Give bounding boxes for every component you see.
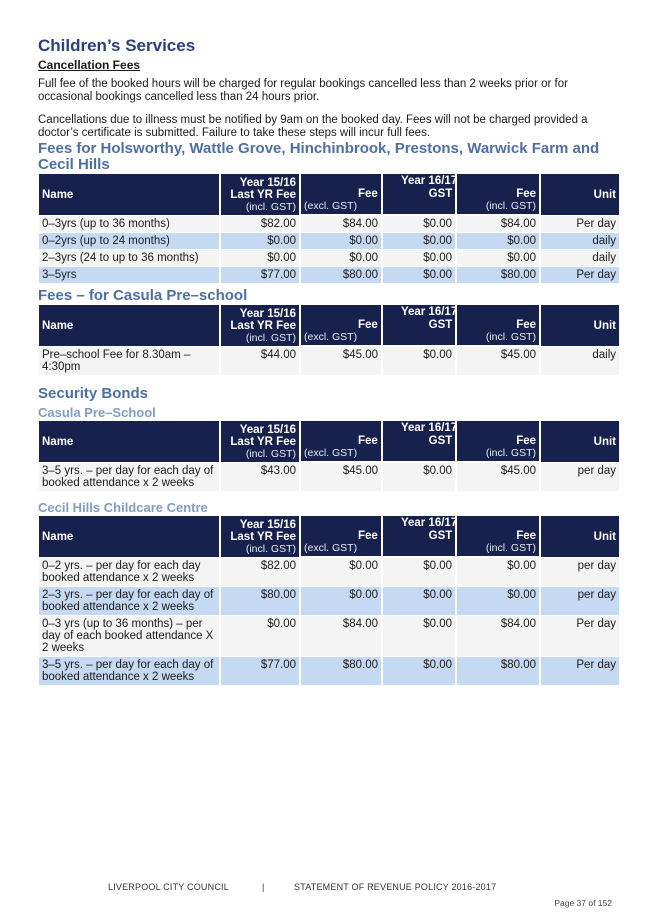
hdr-last-yr-fee: Last YR Fee bbox=[230, 188, 296, 201]
cell-fee-incl: $84.00 bbox=[457, 616, 539, 656]
document-page bbox=[38, 36, 617, 686]
col-header-year-1617 bbox=[301, 516, 539, 556]
hdr-fee: Fee bbox=[358, 319, 378, 331]
cell-gst: $0.00 bbox=[383, 587, 455, 615]
cell-gst: $0.00 bbox=[383, 250, 455, 266]
cell-fee-incl: $80.00 bbox=[457, 657, 539, 685]
subsection-cecil-hills-title: Cecil Hills Childcare Centre bbox=[38, 500, 208, 515]
col-header-last-yr bbox=[221, 516, 299, 557]
hdr-last-yr-fee: Last YR Fee bbox=[230, 319, 296, 332]
col-header-year-1617 bbox=[301, 305, 539, 345]
hdr-fee: Fee bbox=[358, 530, 378, 542]
hdr-gst: GST bbox=[428, 188, 453, 200]
cell-fee-incl: $0.00 bbox=[457, 250, 539, 266]
paragraph-2: Cancellations due to illness must be notified by 9am on the booked day. Fees will not be charged provided a doctor’s certificate is submitted. Failure to take these steps will incur full fees. bbox=[38, 114, 588, 139]
hdr-excl-gst: (excl. GST) bbox=[304, 331, 358, 343]
hdr-year-1617: Year 16/17 bbox=[400, 517, 458, 529]
hdr-fee-2: Fee bbox=[516, 319, 537, 331]
hdr-gst-cell bbox=[383, 305, 458, 345]
hdr-fee-2: Fee bbox=[516, 435, 537, 447]
col-header-last-yr bbox=[221, 174, 299, 215]
cell-fee: $0.00 bbox=[301, 558, 381, 586]
cell-unit: Per day bbox=[541, 657, 619, 685]
col-header-last-yr bbox=[221, 305, 299, 346]
cell-name: 2–3 yrs. – per day for each day of booked attendance x 2 weeks bbox=[39, 587, 219, 615]
cell-fee-incl: $0.00 bbox=[457, 587, 539, 615]
cell-fee: $84.00 bbox=[301, 616, 381, 656]
col-header-year-1617 bbox=[301, 174, 539, 214]
hdr-fee-2: Fee bbox=[516, 530, 537, 542]
cell-name: Pre–school Fee for 8.30am – 4:30pm bbox=[39, 347, 219, 375]
cell-fee: $80.00 bbox=[301, 267, 381, 283]
cell-name: 0–2 yrs. – per day for each day booked attendance x 2 weeks bbox=[39, 558, 219, 586]
hdr-gst-cell bbox=[383, 516, 458, 556]
hdr-year-1617: Year 16/17 bbox=[400, 175, 458, 187]
hdr-incl-gst-2: (incl. GST) bbox=[485, 200, 537, 212]
hdr-fee: Fee bbox=[358, 435, 378, 447]
hdr-incl-gst: (incl. GST) bbox=[245, 331, 296, 344]
subheading: Cancellation Fees bbox=[38, 58, 141, 72]
page-title: Children’s Services bbox=[38, 36, 196, 55]
cell-name: 0–3 yrs (up to 36 months) – per day of each booked attendance X 2 weeks bbox=[39, 616, 219, 656]
col-header-unit: Unit bbox=[541, 174, 619, 215]
table-row bbox=[39, 616, 619, 656]
subsection-casula-title: Casula Pre–School bbox=[38, 405, 156, 420]
footer-org: LIVERPOOL CITY COUNCIL bbox=[108, 882, 229, 892]
cell-unit: daily bbox=[541, 250, 619, 266]
table-row bbox=[39, 347, 619, 375]
col-header-name: Name bbox=[39, 516, 219, 557]
cell-gst: $0.00 bbox=[383, 233, 455, 249]
footer-doc-title: STATEMENT OF REVENUE POLICY 2016-2017 bbox=[294, 882, 497, 892]
col-header-year-1617 bbox=[301, 421, 539, 461]
cell-last-yr-fee: $0.00 bbox=[221, 616, 299, 656]
section-1-title: Fees for Holsworthy, Wattle Grove, Hinchinbrook, Prestons, Warwick Farm and Cecil Hills bbox=[38, 140, 600, 173]
hdr-year-1516: Year 15/16 bbox=[239, 307, 296, 320]
cell-gst: $0.00 bbox=[383, 216, 455, 232]
col-header-unit: Unit bbox=[541, 516, 619, 557]
table-row bbox=[39, 250, 619, 266]
cell-gst: $0.00 bbox=[383, 267, 455, 283]
hdr-incl-gst-2: (incl. GST) bbox=[485, 542, 537, 554]
cell-gst: $0.00 bbox=[383, 347, 455, 375]
cell-last-yr-fee: $0.00 bbox=[221, 233, 299, 249]
cell-gst: $0.00 bbox=[383, 558, 455, 586]
cell-name: 0–2yrs (up to 24 months) bbox=[39, 233, 219, 249]
cell-last-yr-fee: $80.00 bbox=[221, 587, 299, 615]
cell-name: 2–3yrs (24 to up to 36 months) bbox=[39, 250, 219, 266]
cell-last-yr-fee: $82.00 bbox=[221, 216, 299, 232]
table-row bbox=[39, 558, 619, 586]
hdr-last-yr-fee: Last YR Fee bbox=[230, 530, 296, 543]
cell-fee: $0.00 bbox=[301, 250, 381, 266]
cell-last-yr-fee: $43.00 bbox=[221, 463, 299, 491]
hdr-year-1516: Year 15/16 bbox=[239, 176, 296, 189]
table-row bbox=[39, 216, 619, 232]
hdr-last-yr-fee: Last YR Fee bbox=[230, 435, 296, 448]
cell-last-yr-fee: $44.00 bbox=[221, 347, 299, 375]
table-row bbox=[39, 463, 619, 491]
hdr-incl-gst-2: (incl. GST) bbox=[485, 331, 537, 343]
hdr-year-1617: Year 16/17 bbox=[400, 306, 458, 318]
cell-unit: Per day bbox=[541, 216, 619, 232]
section-3-title: Security Bonds bbox=[38, 385, 149, 402]
col-header-name: Name bbox=[39, 421, 219, 462]
table-cecil-hills-bond bbox=[38, 515, 617, 686]
hdr-excl-gst: (excl. GST) bbox=[304, 200, 358, 212]
cell-name: 0–3yrs (up to 36 months) bbox=[39, 216, 219, 232]
hdr-incl-gst: (incl. GST) bbox=[245, 447, 296, 460]
table-section-2 bbox=[38, 304, 617, 376]
col-header-name: Name bbox=[39, 305, 219, 346]
cell-last-yr-fee: $0.00 bbox=[221, 250, 299, 266]
hdr-year-1516: Year 15/16 bbox=[239, 423, 296, 436]
hdr-excl-gst: (excl. GST) bbox=[304, 542, 358, 554]
cell-unit: Per day bbox=[541, 616, 619, 656]
col-header-unit: Unit bbox=[541, 421, 619, 462]
table-section-1 bbox=[38, 173, 617, 284]
hdr-fee-2: Fee bbox=[516, 188, 537, 200]
table-row bbox=[39, 267, 619, 283]
hdr-year-1617: Year 16/17 bbox=[400, 422, 458, 434]
cell-fee: $80.00 bbox=[301, 657, 381, 685]
cell-gst: $0.00 bbox=[383, 616, 455, 656]
cell-fee: $0.00 bbox=[301, 233, 381, 249]
cell-gst: $0.00 bbox=[383, 657, 455, 685]
cell-fee: $0.00 bbox=[301, 587, 381, 615]
cell-unit: daily bbox=[541, 347, 619, 375]
cell-fee: $45.00 bbox=[301, 347, 381, 375]
cell-last-yr-fee: $82.00 bbox=[221, 558, 299, 586]
hdr-incl-gst-2: (incl. GST) bbox=[485, 447, 537, 459]
cell-fee-incl: $0.00 bbox=[457, 233, 539, 249]
cell-unit: per day bbox=[541, 558, 619, 586]
table-row bbox=[39, 657, 619, 685]
cell-fee-incl: $45.00 bbox=[457, 347, 539, 375]
hdr-incl-gst: (incl. GST) bbox=[245, 542, 296, 555]
hdr-gst: GST bbox=[428, 435, 453, 447]
cell-name: 3–5 yrs. – per day for each day of booked attendance x 2 weeks bbox=[39, 463, 219, 491]
hdr-year-1516: Year 15/16 bbox=[239, 518, 296, 531]
hdr-incl-gst: (incl. GST) bbox=[245, 200, 296, 213]
cell-fee: $84.00 bbox=[301, 216, 381, 232]
col-header-unit: Unit bbox=[541, 305, 619, 346]
col-header-name: Name bbox=[39, 174, 219, 215]
paragraph-1: Full fee of the booked hours will be charged for regular bookings cancelled less than 2 weeks prior or for occasional bookings cancelled less than 24 hours prior. bbox=[38, 78, 568, 103]
table-row bbox=[39, 587, 619, 615]
hdr-gst-cell bbox=[383, 421, 458, 461]
cell-fee-incl: $80.00 bbox=[457, 267, 539, 283]
cell-last-yr-fee: $77.00 bbox=[221, 657, 299, 685]
hdr-gst-cell bbox=[383, 174, 458, 214]
cell-fee-incl: $45.00 bbox=[457, 463, 539, 491]
cell-name: 3–5 yrs. – per day for each day of booked attendance x 2 weeks bbox=[39, 657, 219, 685]
cell-unit: per day bbox=[541, 587, 619, 615]
page-number: Page 37 of 152 bbox=[554, 898, 612, 908]
hdr-fee: Fee bbox=[358, 188, 378, 200]
cell-fee-incl: $0.00 bbox=[457, 558, 539, 586]
section-2-title: Fees – for Casula Pre–school bbox=[38, 287, 248, 304]
cell-unit: per day bbox=[541, 463, 619, 491]
cell-fee: $45.00 bbox=[301, 463, 381, 491]
cell-last-yr-fee: $77.00 bbox=[221, 267, 299, 283]
cell-gst: $0.00 bbox=[383, 463, 455, 491]
cell-fee-incl: $84.00 bbox=[457, 216, 539, 232]
footer-separator: | bbox=[262, 882, 265, 892]
cell-unit: Per day bbox=[541, 267, 619, 283]
hdr-excl-gst: (excl. GST) bbox=[304, 447, 358, 459]
col-header-last-yr bbox=[221, 421, 299, 462]
hdr-gst: GST bbox=[428, 319, 453, 331]
hdr-gst: GST bbox=[428, 530, 453, 542]
cell-name: 3–5yrs bbox=[39, 267, 219, 283]
table-casula-bond bbox=[38, 420, 617, 492]
cell-unit: daily bbox=[541, 233, 619, 249]
table-row bbox=[39, 233, 619, 249]
